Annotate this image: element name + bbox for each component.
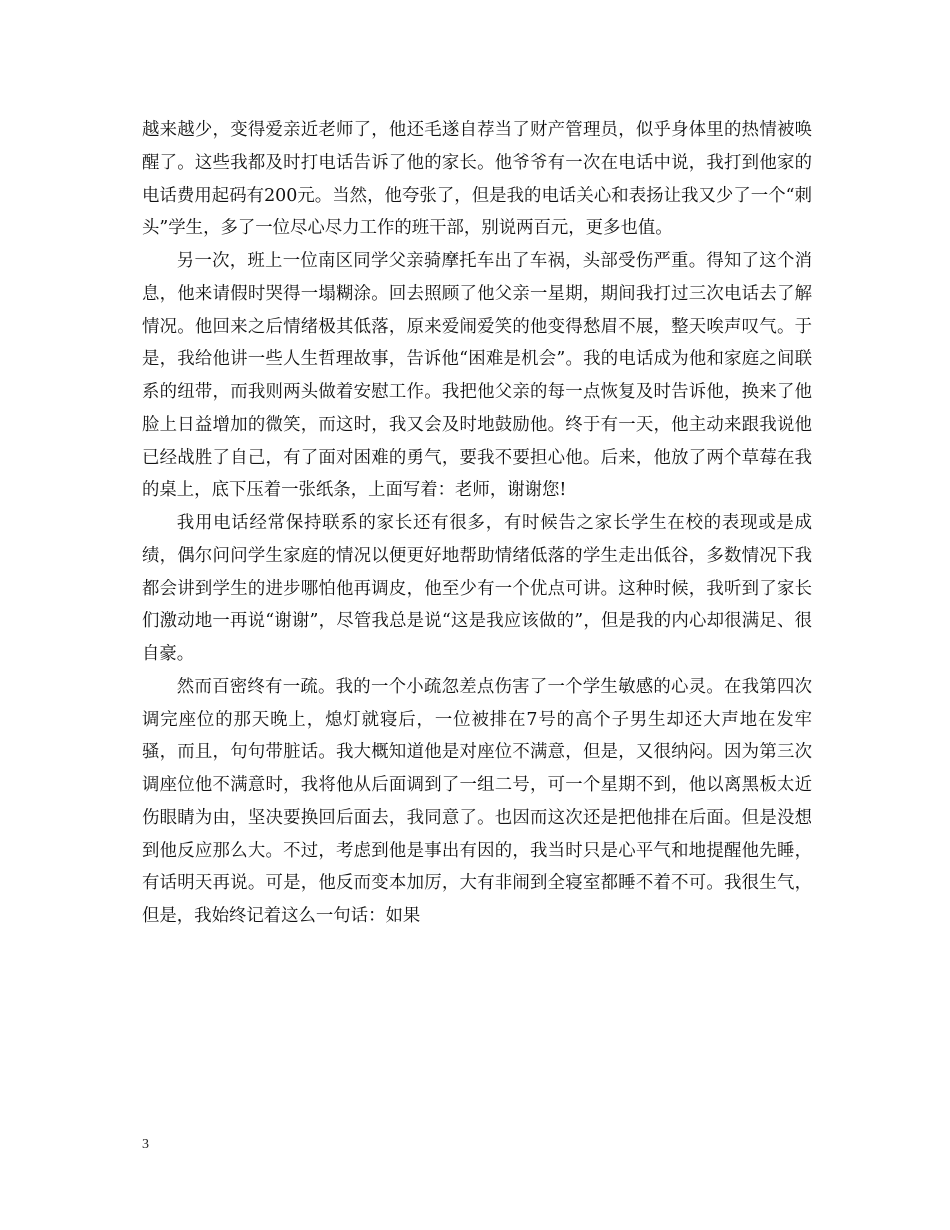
paragraph-3: 我用电话经常保持联系的家长还有很多，有时候告之家长学生在校的表现或是成绩，偶尔问问学生家庭的情况以便更好地帮助情绪低落的学生走出低谷，多数情况下我都会讲到学生的进步哪怕他再调皮，他至少有一个优点可讲。这种时候，我听到了家长们激动地一再说“谢谢”，尽管我总是说“这是我应该做的”，但是我的内心却很满足、很自豪。 [142, 513, 812, 664]
paragraph-1: 越来越少，变得爱亲近老师了，他还毛遂自荐当了财产管理员，似乎身体里的热情被唤醒了。这些我都及时打电话告诉了他的家长。他爷爷有一次在电话中说，我打到他家的电话费用起码有200元。当然，他夸张了，但是我的电话关心和表扬让我又少了一个“刺头”学生，多了一位尽心尽力工作的班干部，别说两百元，更多也值。 [142, 120, 812, 239]
paragraph-2: 另一次，班上一位南区同学父亲骑摩托车出了车祸，头部受伤严重。得知了这个消息，他来请假时哭得一塌糊涂。回去照顾了他父亲一星期，期间我打过三次电话去了解情况。他回来之后情绪极其低落，原来爱闹爱笑的他变得愁眉不展，整天唉声叹气。于是，我给他讲一些人生哲理故事，告诉他“困难是机会”。我的电话成为他和家庭之间联系的纽带，而我则两头做着安慰工作。我把他父亲的每一点恢复及时告诉他，换来了他脸上日益增加的微笑，而这时，我又会及时地鼓励他。终于有一天，他主动来跟我说他已经战胜了自己，有了面对困难的勇气，要我不要担心他。后来，他放了两个草莓在我的桌上，底下压着一张纸条，上面写着：老师，谢谢您! [142, 251, 812, 501]
paragraph-4: 然而百密终有一疏。我的一个小疏忽差点伤害了一个学生敏感的心灵。在我第四次调完座位的那天晚上，熄灯就寝后，一位被排在7号的高个子男生却还大声地在发牢骚，而且，句句带脏话。我大概知道他是对座位不满意，但是，又很纳闷。因为第三次调座位他不满意时，我将他从后面调到了一组二号，可一个星期不到，他以离黑板太近伤眼睛为由，坚决要换回后面去，我同意了。也因而这次还是把他排在后面。但是没想到他反应那么大。不过，考虑到他是事出有因的，我当时只是心平气和地提醒他先睡，有话明天再说。可是，他反而变本加厉，大有非闹到全寝室都睡不着不可。我很生气，但是，我始终记着这么一句话：如果 [142, 676, 812, 926]
page-number: 3 [142, 1137, 149, 1152]
body-text [142, 114, 812, 933]
